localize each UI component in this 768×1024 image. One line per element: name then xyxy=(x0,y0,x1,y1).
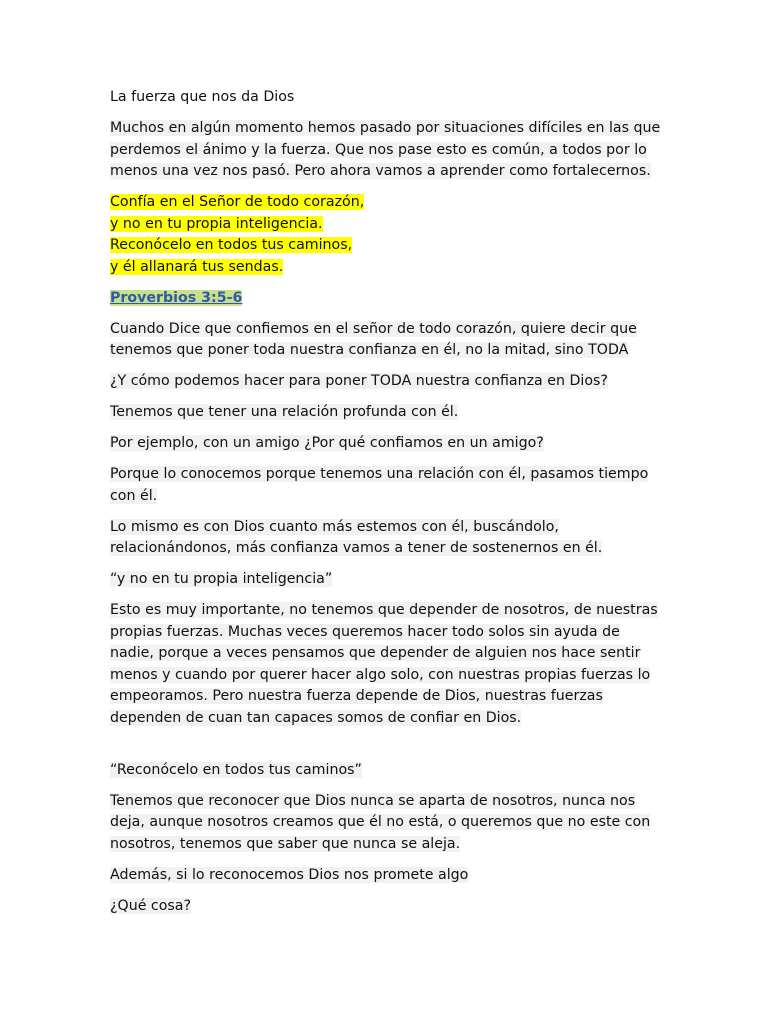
intro-paragraph: Muchos en algún momento hemos pasado por situaciones difíciles en las que perdemos el ánimo y la fuerza. Que nos pase esto es común, a todos por lo menos una vez nos pasó. Pero ahora vamos a aprender como fortalecernos. xyxy=(110,120,661,179)
paragraph-3: Tenemos que tener una relación profunda con él. xyxy=(110,404,459,420)
verse-reference xyxy=(110,288,670,310)
paragraph-7: Esto es muy importante, no tenemos que depender de nosotros, de nuestras propias fuerzas. Muchas veces queremos hacer todo solos sin ayuda de nadie, porque a veces pensamos que depender de alguien nos hace sentir menos y cuando por querer hacer algo solo, con nuestras propias fuerzas lo empeoramos. Pero nuestra fuerza depende de Dios, nuestras fuerzas dependen de cuan tan capaces somos de confiar en Dios. xyxy=(110,602,658,726)
blank-line xyxy=(110,739,670,760)
paragraph-5: Porque lo conocemos porque tenemos una relación con él, pasamos tiempo con él. xyxy=(110,466,649,504)
document-page xyxy=(110,87,670,927)
verse-line: y él allanará tus sendas. xyxy=(110,258,284,275)
paragraph-9: Además, si lo reconocemos Dios nos promete algo xyxy=(110,866,469,883)
verse-line: Confía en el Señor de todo corazón, xyxy=(110,194,365,210)
verse-line: Reconócelo en todos tus caminos, xyxy=(110,237,353,253)
verse-line: y no en tu propia inteligencia. xyxy=(110,215,323,232)
verse-block xyxy=(110,192,670,278)
paragraph-10: ¿Qué cosa? xyxy=(110,897,192,914)
quote-2: “Reconócelo en todos tus caminos” xyxy=(110,761,362,778)
paragraph-2: ¿Y cómo podemos hacer para poner TODA nuestra confianza en Dios? xyxy=(110,373,608,389)
document-title: La fuerza que nos da Dios xyxy=(110,89,295,105)
paragraph-1: Cuando Dice que confiemos en el señor de todo corazón, quiere decir que tenemos que poner toda nuestra confianza en él, no la mitad, sino TODA xyxy=(110,320,637,358)
quote-1: “y no en tu propia inteligencia” xyxy=(110,571,333,587)
paragraph-4: Por ejemplo, con un amigo ¿Por qué confiamos en un amigo? xyxy=(110,435,544,451)
paragraph-8: Tenemos que reconocer que Dios nunca se aparta de nosotros, nunca nos deja, aunque nosotros creamos que él no está, o queremos que no este con nosotros, tenemos que saber que nunca se aleja. xyxy=(110,792,651,852)
reference-link[interactable]: Proverbios 3:5-6 xyxy=(110,289,243,306)
paragraph-6: Lo mismo es con Dios cuanto más estemos con él, buscándolo, relacionándonos, más confianza vamos a tener de sostenernos en él. xyxy=(110,518,603,556)
